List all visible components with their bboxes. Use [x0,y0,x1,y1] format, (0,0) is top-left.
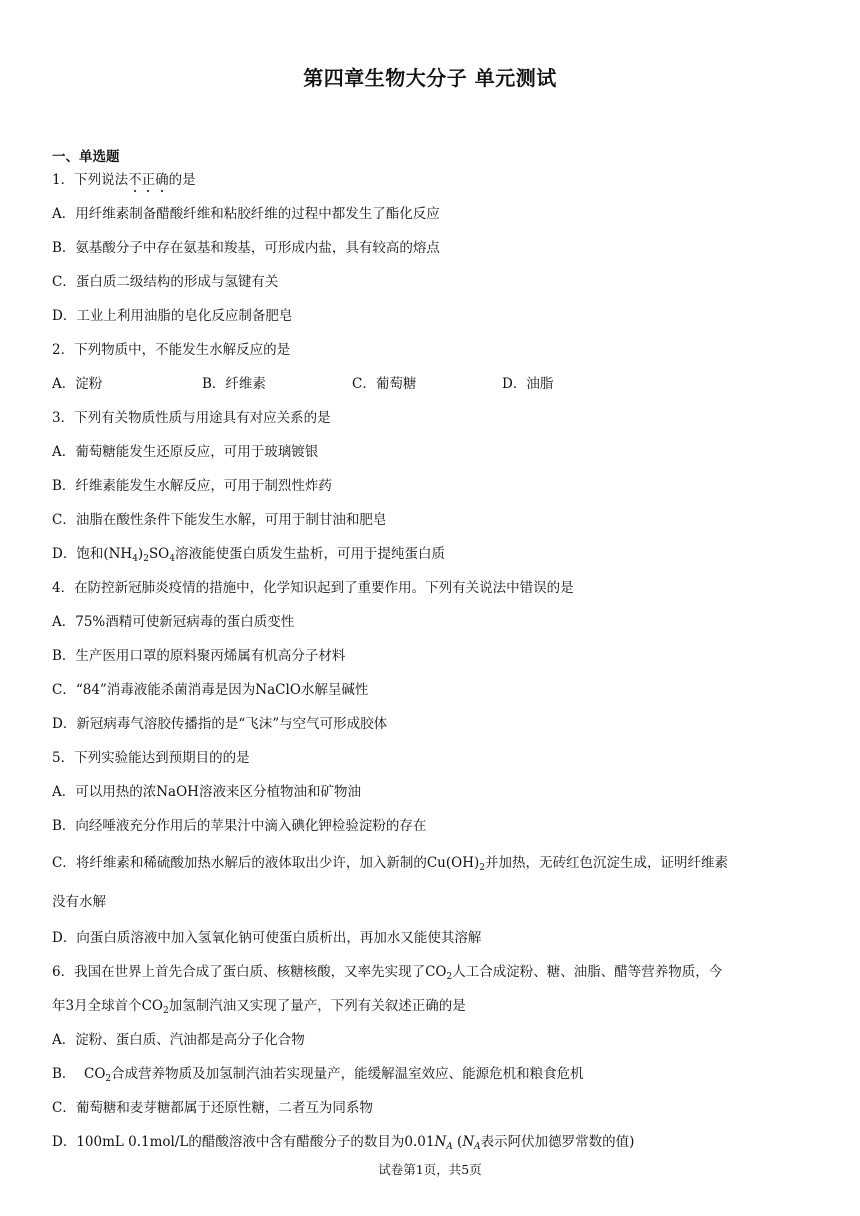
question-1-option-d: D．工业上利用油脂的皂化反应制备肥皂 [52,308,293,324]
question-6-stem-line-1: 6．我国在世界上首先合成了蛋白质、核糖核酸，又率先实现了$CO_2$人工合成淀粉、糖、油脂、醋等营养物质，今 [52,964,723,982]
question-3-stem: 3．下列有关物质性质与用途具有对应关系的是 [52,410,331,426]
question-1-option-b: B．氨基酸分子中存在氨基和羧基，可形成内盐，具有较高的熔点 [52,240,440,256]
section-heading: 一、单选题 [52,149,120,165]
page-footer: 试卷第1页，共5页 [378,1162,482,1177]
question-5-option-a: A．可以用热的浓NaOH溶液来区分植物油和矿物油 [52,784,361,800]
question-2-option-d: D．油脂 [502,376,554,392]
question-2-stem: 2．下列物质中，不能发生水解反应的是 [52,342,291,358]
question-4-stem: 4．在防控新冠肺炎疫情的措施中，化学知识起到了重要作用。下列有关说法中错误的是 [52,580,574,596]
question-5-option-c: C．将纤维素和稀硫酸加热水解后的液体取出少许，加入新制的$Cu(OH)_2$并加热，无砖红色沉淀生成，证明纤维素 [52,855,728,873]
question-3-option-c: C．油脂在酸性条件下能发生水解，可用于制甘油和肥皂 [52,512,387,528]
question-5-option-b: B．向经唾液充分作用后的苹果汁中滴入碘化钾检验淀粉的存在 [52,818,427,834]
question-5-stem: 5．下列实验能达到预期目的的是 [52,750,250,766]
question-1-option-a: A．用纤维素制备醋酸纤维和粘胶纤维的过程中都发生了酯化反应 [52,206,440,222]
question-6-stem-line-2: 年3月全球首个$CO_2$加氢制汽油又实现了量产，下列有关叙述正确的是 [52,998,466,1016]
question-2-option-c: C．葡萄糖 [352,376,417,392]
question-3-option-d: D．饱和$(NH_4)_2SO_4$溶液能使蛋白质发生盐析，可用于提纯蛋白质 [52,546,445,564]
question-5-option-d: D．向蛋白质溶液中加入氢氧化钠可使蛋白质析出，再加水又能使其溶解 [52,930,482,946]
question-3-option-a: A．葡萄糖能发生还原反应，可用于玻璃镀银 [52,444,319,460]
formula-ammonium-sulfate: $(NH_4)_2SO_4$ [103,546,175,564]
question-1-stem: 1．下列说法不正确的是 [52,172,196,188]
question-2-option-b: B．纤维素 [202,376,266,392]
question-6-option-a: A．淀粉、蛋白质、汽油都是高分子化合物 [52,1032,305,1048]
question-6-option-d: D．100mL 0.1mol/L的醋酸溶液中含有醋酸分子的数目为$0.01N_A$ ($N_A$表示阿伏加德罗常数的值) [52,1134,635,1152]
page-title: 第四章生物大分子 单元测试 [303,66,557,90]
question-6-option-c: C．葡萄糖和麦芽糖都属于还原性糖，二者互为同系物 [52,1100,373,1116]
question-4-option-c: C．“84”消毒液能杀菌消毒是因为NaClO水解呈碱性 [52,682,369,698]
question-2-option-a: A．淀粉 [52,376,103,392]
question-1-option-c: C．蛋白质二级结构的形成与氢键有关 [52,274,279,290]
question-4-option-b: B．生产医用口罩的原料聚丙烯属有机高分子材料 [52,648,346,664]
question-6-option-b: B． $CO_2$合成营养物质及加氢制汽油若实现量产，能缓解温室效应、能源危机和粮食危机 [52,1066,584,1084]
question-5-option-c-cont: 没有水解 [52,894,106,910]
question-4-option-d: D．新冠病毒气溶胶传播指的是“飞沫”与空气可形成胶体 [52,716,388,732]
question-2-options [52,374,652,394]
formula-copper-hydroxide: $Cu(OH)_2$ [426,855,485,873]
question-4-option-a: A．75%酒精可使新冠病毒的蛋白质变性 [52,614,295,630]
question-3-option-b: B．纤维素能发生水解反应，可用于制烈性炸药 [52,478,332,494]
